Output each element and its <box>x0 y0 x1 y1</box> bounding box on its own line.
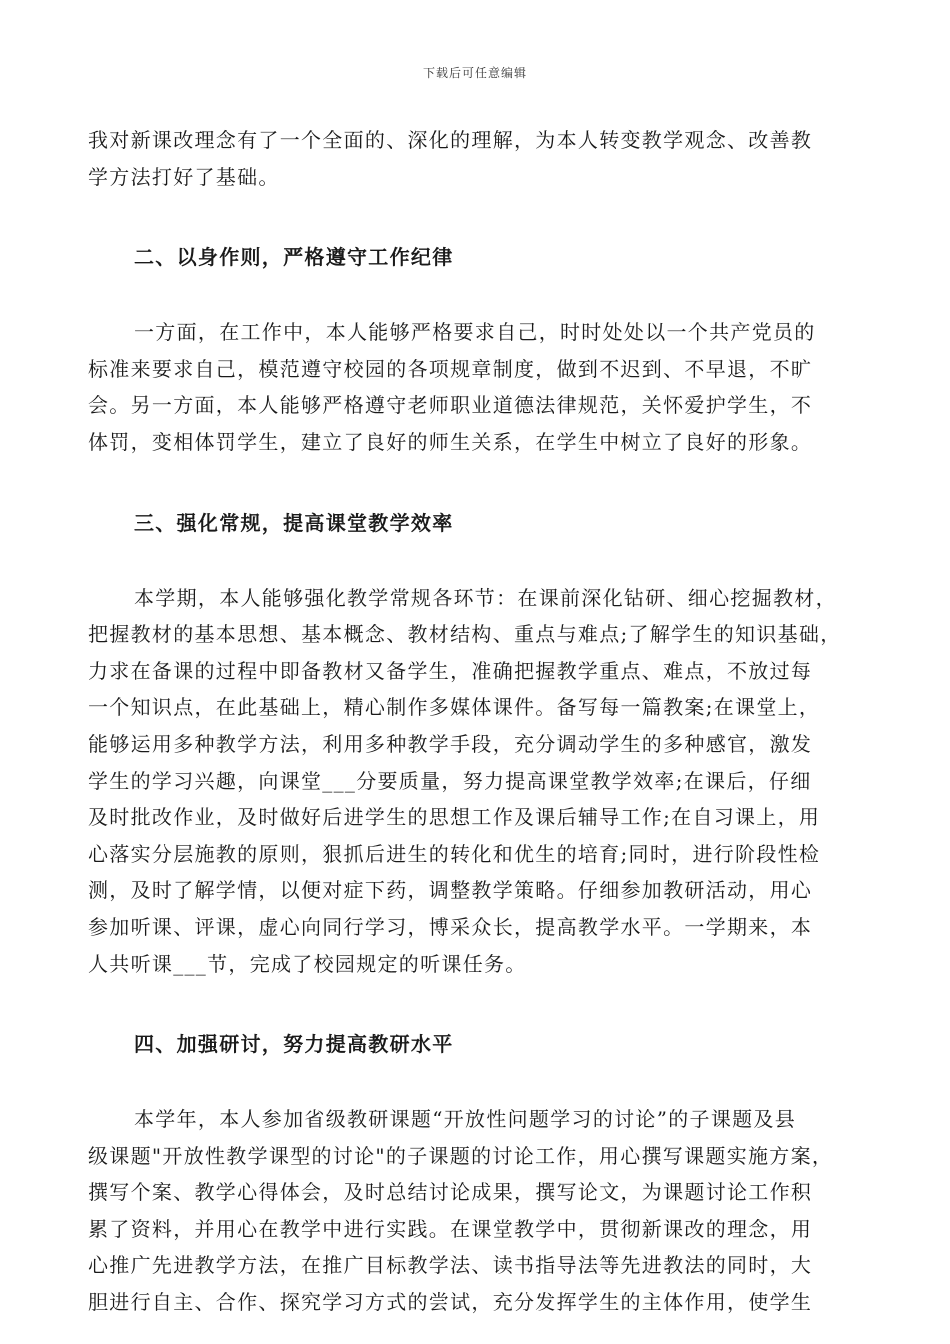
section-heading-4: 四、加强研讨，努力提高教研水平 <box>134 1032 454 1057</box>
document-body <box>88 122 864 1321</box>
text-line: 能够运用多种教学方法，利用多种教学手段，充分调动学生的多种感官，激发 <box>88 731 813 756</box>
text-line: 撰写个案、教学心得体会，及时总结讨论成果，撰写论文，为课题讨论工作积 <box>88 1180 813 1205</box>
section-heading-2: 二、以身作则，严格遵守工作纪律 <box>134 245 454 270</box>
text-line: 把握教材的基本思想、基本概念、教材结构、重点与难点;了解学生的知识基础， <box>88 622 842 647</box>
text-line: 一方面，在工作中，本人能够严格要求自己，时时处处以一个共产党员的 <box>134 320 816 345</box>
text-line: 学方法打好了基础。 <box>88 164 280 189</box>
text-line: 体罚，变相体罚学生，建立了良好的师生关系，在学生中树立了良好的形象。 <box>88 429 813 454</box>
text-line: 测，及时了解学情，以便对症下药，调整教学策略。仔细参加教研活动，用心 <box>88 878 813 903</box>
text-line: 标准来要求自己，模范遵守校园的各项规章制度，做到不迟到、不早退，不旷 <box>88 356 813 381</box>
text-line: 人共听课___节，完成了校园规定的听课任务。 <box>88 951 527 976</box>
text-line: 力求在备课的过程中即备教材又备学生，准确把握教学重点、难点，不放过每 <box>88 658 813 683</box>
page-header: 下载后可任意编辑 <box>422 66 527 80</box>
text-line: 参加听课、评课，虚心向同行学习，博采众长，提高教学水平。一学期来，本 <box>88 914 813 939</box>
text-line: 心推广先进教学方法，在推广目标教学法、读书指导法等先进教法的同时，大 <box>88 1253 813 1278</box>
section-heading-3: 三、强化常规，提高课堂教学效率 <box>134 510 454 535</box>
text-line: 学生的学习兴趣，向课堂___分要质量，努力提高课堂教学效率;在课后，仔细 <box>88 768 812 793</box>
text-line: 及时批改作业，及时做好后进学生的思想工作及课后辅导工作;在自习课上，用 <box>88 805 821 830</box>
paragraph-intro <box>88 122 864 195</box>
paragraph-section-2 <box>88 314 864 460</box>
paragraph-section-3 <box>88 580 864 983</box>
text-line: 级课题"开放性教学课型的讨论"的子课题的讨论工作，用心撰写课题实施方案， <box>88 1143 834 1168</box>
text-line: 一个知识点，在此基础上，精心制作多媒体课件。备写每一篇教案;在课堂上， <box>88 695 821 720</box>
text-line: 会。另一方面，本人能够严格遵守老师职业道德法律规范，关怀爱护学生，不 <box>88 393 813 418</box>
text-line: 心落实分层施教的原则，狠抓后进生的转化和优生的培育;同时，进行阶段性检 <box>88 841 821 866</box>
text-line: 我对新课改理念有了一个全面的、深化的理解，为本人转变教学观念、改善教 <box>88 128 813 152</box>
text-line: 本学年，本人参加省级教研课题“开放性问题学习的讨论”的子课题及县 <box>134 1107 797 1132</box>
text-line: 胆进行自主、合作、探究学习方式的尝试，充分发挥学生的主体作用，使学生 <box>88 1290 813 1315</box>
paragraph-section-4 <box>88 1101 864 1321</box>
text-line: 本学期，本人能够强化教学常规各环节：在课前深化钻研、细心挖掘教材， <box>134 585 837 610</box>
text-line: 累了资料，并用心在教学中进行实践。在课堂教学中，贯彻新课改的理念，用 <box>88 1216 813 1241</box>
